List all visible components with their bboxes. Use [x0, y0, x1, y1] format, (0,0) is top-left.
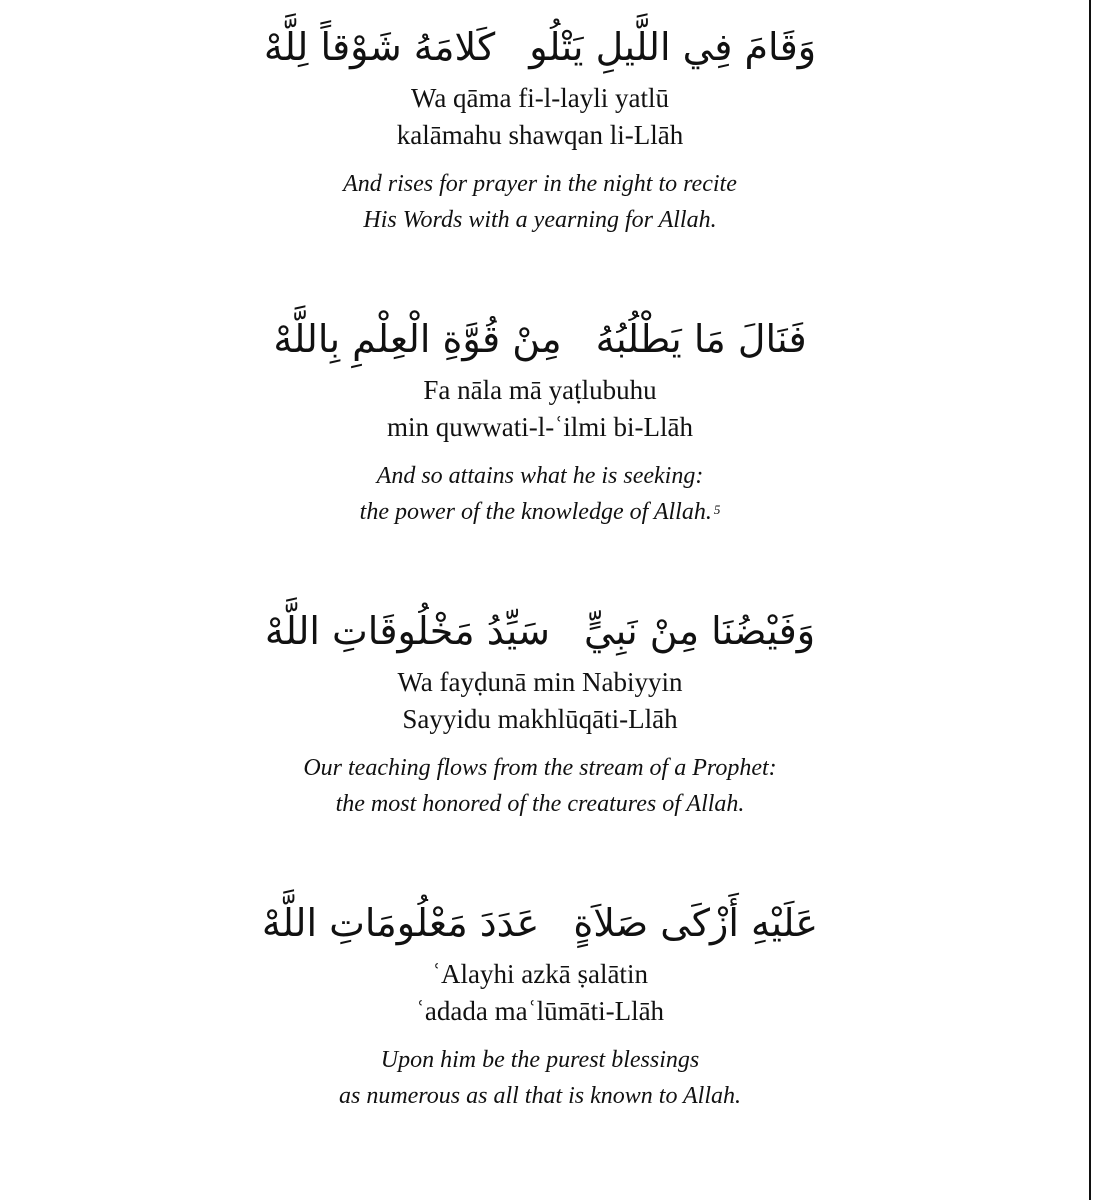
arabic-hemistich-first: فَنَالَ مَا يَطْلُبُهُ	[595, 317, 807, 361]
arabic-hemistich-second: كَلامَهُ شَوْقاً لِلَّهْ	[263, 25, 496, 69]
arabic-hemistich-first: وَقَامَ فِي اللَّيلِ يَتْلُو	[529, 25, 817, 69]
translation-line-2: His Words with a yearning for Allah.	[363, 207, 717, 233]
arabic-line	[0, 900, 1080, 946]
translation-line-1: Upon him be the purest blessings	[380, 1047, 700, 1073]
translation-line-2: as numerous as all that is known to Allah.	[338, 1083, 742, 1109]
transliteration	[0, 664, 1080, 738]
translation-line-1: Our teaching flows from the stream of a Prophet:	[303, 755, 777, 781]
verse-3	[0, 608, 1080, 822]
translation	[0, 1042, 1080, 1114]
arabic-hemistich-second: مِنْ قُوَّةِ الْعِلْمِ بِاللَّهْ	[273, 317, 562, 361]
arabic-line	[0, 316, 1080, 362]
arabic-hemistich-first: عَلَيْهِ أَزْكَى صَلاَةٍ	[573, 901, 819, 945]
translation-line-1: And so attains what he is seeking:	[376, 463, 704, 489]
verse-2	[0, 316, 1080, 530]
transliteration-line-1: Wa qāma fi-l-layli yatlū	[411, 83, 669, 113]
translation	[0, 166, 1080, 238]
arabic-line	[0, 24, 1080, 70]
transliteration-line-2: kalāmahu shawqan li-Llāh	[396, 120, 684, 150]
translation	[0, 750, 1080, 822]
transliteration-line-2: min quwwati-l-ʿilmi bi-Llāh	[387, 412, 693, 442]
arabic-hemistich-second: عَدَدَ مَعْلُومَاتِ اللَّهْ	[261, 901, 540, 945]
transliteration	[0, 956, 1080, 1030]
arabic-hemistich-second: سَيِّدُ مَخْلُوقَاتِ اللَّهْ	[264, 609, 550, 653]
transliteration-line-1: Wa fayḍunā min Nabiyyin	[397, 667, 683, 697]
footnote-marker[interactable]: 5	[713, 502, 721, 517]
verse-1	[0, 24, 1080, 238]
translation-line-2	[0, 494, 1080, 530]
translation-line-2-text: the power of the knowledge of Allah.	[359, 499, 712, 525]
page-edge-rule	[1089, 0, 1091, 1200]
translation	[0, 458, 1080, 530]
arabic-line	[0, 608, 1080, 654]
transliteration	[0, 372, 1080, 446]
transliteration-line-1: ʿAlayhi azkā ṣalātin	[432, 959, 648, 989]
translation-line-1: And rises for prayer in the night to recite	[343, 171, 737, 197]
transliteration-line-2: Sayyidu makhlūqāti-Llāh	[402, 704, 678, 734]
arabic-hemistich-first: وَفَيْضُنَا مِنْ نَبِيٍّ	[583, 609, 816, 653]
transliteration-line-2: ʿadada maʿlūmāti-Llāh	[415, 996, 665, 1026]
transliteration-line-1: Fa nāla mā yaṭlubuhu	[423, 375, 657, 405]
translation-line-2: the most honored of the creatures of Allah.	[335, 791, 745, 817]
verse-4	[0, 900, 1080, 1114]
transliteration	[0, 80, 1080, 154]
